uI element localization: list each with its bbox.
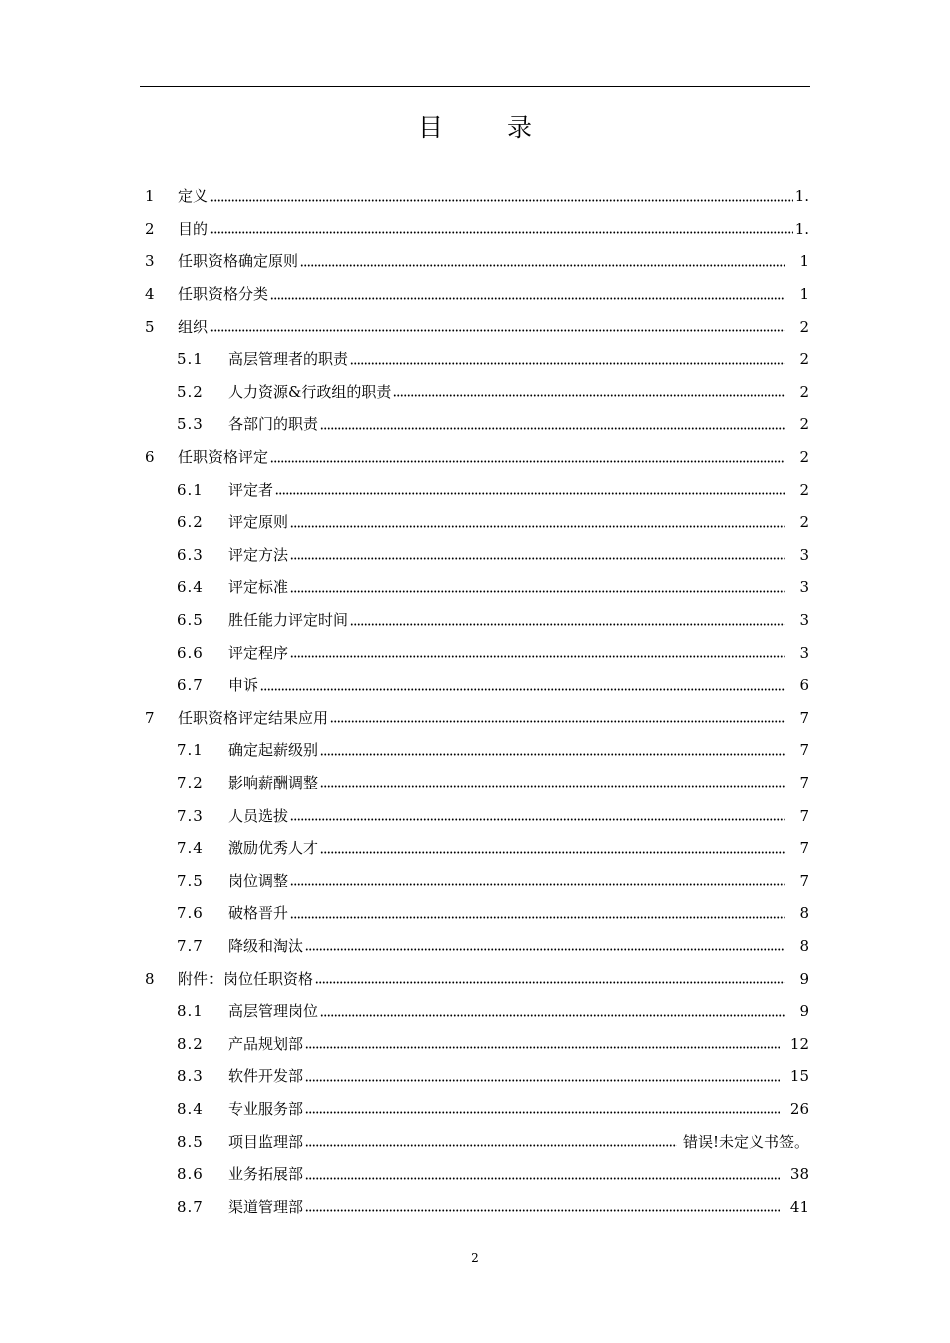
dot-leader bbox=[320, 753, 785, 756]
dot-leader bbox=[305, 1111, 780, 1114]
toc-entry-number: 8.5 bbox=[177, 1132, 204, 1151]
toc-entry-number: 8.2 bbox=[177, 1034, 204, 1053]
toc-entry-page: 7 bbox=[799, 806, 809, 825]
toc-entry[interactable] bbox=[145, 1125, 809, 1158]
toc-entry-label: 申诉 bbox=[228, 676, 259, 695]
header-rule bbox=[140, 86, 810, 87]
toc-entry-label: 影响薪酬调整 bbox=[228, 773, 319, 792]
toc-entry-number: 5.3 bbox=[177, 415, 204, 434]
toc-entry-page: 15 bbox=[789, 1067, 809, 1086]
toc-entry-number: 6.4 bbox=[177, 578, 204, 597]
toc-entry-number: 6.5 bbox=[177, 611, 204, 630]
toc-entry[interactable] bbox=[145, 604, 809, 637]
toc-entry-page: 2 bbox=[799, 415, 809, 434]
toc-entry-page: 3 bbox=[799, 545, 809, 564]
toc-entry-label: 评定标准 bbox=[228, 578, 289, 597]
toc-entry-number: 5.1 bbox=[177, 350, 204, 369]
toc-entry[interactable] bbox=[145, 636, 809, 669]
toc-entry-label: 激励优秀人才 bbox=[228, 839, 319, 858]
toc-entry-number: 8.4 bbox=[177, 1099, 204, 1118]
toc-entry-number: 7.7 bbox=[177, 936, 204, 955]
dot-leader bbox=[210, 329, 785, 332]
toc-entry[interactable] bbox=[145, 864, 809, 897]
toc-title: 目 录 bbox=[418, 113, 560, 142]
toc-entry-number: 7 bbox=[145, 708, 155, 727]
toc-entry[interactable] bbox=[145, 506, 809, 539]
dot-leader bbox=[320, 427, 785, 430]
toc-entry-number: 7.4 bbox=[177, 839, 204, 858]
toc-entry-number: 7.3 bbox=[177, 806, 204, 825]
toc-entry[interactable] bbox=[145, 962, 809, 995]
dot-leader bbox=[315, 981, 785, 984]
toc-entry[interactable] bbox=[145, 930, 809, 963]
toc-entry[interactable] bbox=[145, 343, 809, 376]
toc-entry[interactable] bbox=[145, 995, 809, 1028]
toc-entry-label: 目的 bbox=[178, 219, 209, 238]
toc-entry-page: 1 bbox=[799, 252, 809, 271]
toc-entry-page: 1 bbox=[799, 285, 809, 304]
toc-entry-number: 6.2 bbox=[177, 513, 204, 532]
toc-entry-label: 软件开发部 bbox=[228, 1067, 304, 1086]
toc-entry-label: 任职资格评定 bbox=[178, 448, 269, 467]
dot-leader bbox=[210, 231, 793, 234]
toc-entry-number: 7.1 bbox=[177, 741, 204, 760]
dot-leader bbox=[330, 720, 785, 723]
dot-leader bbox=[290, 557, 785, 560]
toc-entry-page: 26 bbox=[789, 1099, 809, 1118]
toc-entry-number: 4 bbox=[145, 285, 155, 304]
toc-entry-label: 定义 bbox=[178, 187, 209, 206]
toc-entry[interactable] bbox=[145, 832, 809, 865]
toc-entry[interactable] bbox=[145, 539, 809, 572]
dot-leader bbox=[270, 460, 785, 463]
toc-entry-number: 6.7 bbox=[177, 676, 204, 695]
dot-leader bbox=[305, 1144, 677, 1147]
toc-entry-label: 渠道管理部 bbox=[228, 1197, 304, 1216]
toc-entry-page: 2 bbox=[799, 350, 809, 369]
toc-entry-label: 评定者 bbox=[228, 480, 274, 499]
dot-leader bbox=[320, 851, 785, 854]
toc-entry-page: 8 bbox=[799, 936, 809, 955]
toc-entry-page: 2 bbox=[799, 480, 809, 499]
dot-leader bbox=[260, 688, 785, 691]
toc-entry-label: 专业服务部 bbox=[228, 1099, 304, 1118]
toc-entry[interactable] bbox=[145, 702, 809, 735]
dot-leader bbox=[350, 362, 785, 365]
toc-entry-page: 3 bbox=[799, 578, 809, 597]
toc-entry-label: 各部门的职责 bbox=[228, 415, 319, 434]
toc-entry-label: 破格晋升 bbox=[228, 904, 289, 923]
toc-entry-number: 2 bbox=[145, 219, 155, 238]
toc-entry-page: 38 bbox=[789, 1165, 809, 1184]
toc-entry-label: 项目监理部 bbox=[228, 1132, 304, 1151]
toc-entry-label: 人员选拔 bbox=[228, 806, 289, 825]
dot-leader bbox=[270, 297, 785, 300]
toc-entry-label: 人力资源&行政组的职责 bbox=[228, 382, 392, 401]
toc-entry-page: 7 bbox=[799, 871, 809, 890]
toc-entry-page: 8 bbox=[799, 904, 809, 923]
toc-entry[interactable] bbox=[145, 1190, 809, 1223]
toc-entry[interactable] bbox=[145, 571, 809, 604]
toc-entry-label: 任职资格分类 bbox=[178, 285, 269, 304]
toc-entry-number: 6 bbox=[145, 448, 155, 467]
dot-leader bbox=[350, 623, 785, 626]
toc-entry-label: 确定起薪级别 bbox=[228, 741, 319, 760]
dot-leader bbox=[290, 916, 785, 919]
toc-entry-page: 3 bbox=[799, 643, 809, 662]
toc-entry[interactable] bbox=[145, 1158, 809, 1191]
toc-entry-number: 6.6 bbox=[177, 643, 204, 662]
toc-entry[interactable] bbox=[145, 799, 809, 832]
page-number: 2 bbox=[471, 1251, 479, 1265]
toc-entry-number: 6.1 bbox=[177, 480, 204, 499]
toc-entry-page: 7 bbox=[799, 839, 809, 858]
toc-entry[interactable] bbox=[145, 310, 809, 343]
toc-entry-page: 6 bbox=[799, 676, 809, 695]
toc-entry-label: 业务拓展部 bbox=[228, 1165, 304, 1184]
toc-entry-page: 12 bbox=[789, 1034, 809, 1053]
toc-entry-label: 组织 bbox=[178, 317, 209, 336]
toc-entry-label: 任职资格评定结果应用 bbox=[178, 708, 329, 727]
toc-entry-page: 7 bbox=[799, 708, 809, 727]
toc-entry-page: 2 bbox=[799, 448, 809, 467]
toc-entry-label: 胜任能力评定时间 bbox=[228, 611, 349, 630]
dot-leader bbox=[305, 1079, 780, 1082]
toc-entry[interactable] bbox=[145, 1027, 809, 1060]
dot-leader bbox=[320, 1014, 785, 1017]
toc-entry-label: 评定方法 bbox=[228, 545, 289, 564]
toc-entry[interactable] bbox=[145, 734, 809, 767]
toc-entry-label: 高层管理岗位 bbox=[228, 1002, 319, 1021]
toc-entry-label: 产品规划部 bbox=[228, 1034, 304, 1053]
dot-leader bbox=[290, 525, 785, 528]
dot-leader bbox=[290, 883, 785, 886]
toc-entry-page: 3 bbox=[799, 611, 809, 630]
dot-leader bbox=[320, 785, 785, 788]
table-of-contents bbox=[145, 180, 809, 1223]
toc-entry-page: 错误!未定义书签。 bbox=[682, 1132, 809, 1151]
toc-entry-number: 8 bbox=[145, 969, 155, 988]
toc-entry-page: 7 bbox=[799, 741, 809, 760]
toc-entry-label: 降级和淘汰 bbox=[228, 936, 304, 955]
dot-leader bbox=[290, 655, 785, 658]
toc-entry-number: 8.1 bbox=[177, 1002, 204, 1021]
toc-entry-number: 7.5 bbox=[177, 871, 204, 890]
dot-leader bbox=[210, 199, 793, 202]
toc-entry[interactable] bbox=[145, 897, 809, 930]
dot-leader bbox=[305, 1209, 780, 1212]
toc-entry[interactable] bbox=[145, 408, 809, 441]
toc-entry-number: 8.6 bbox=[177, 1165, 204, 1184]
dot-leader bbox=[305, 1046, 780, 1049]
toc-entry-label: 附件：岗位任职资格 bbox=[178, 969, 314, 988]
toc-entry-page: 1. bbox=[794, 219, 809, 238]
dot-leader bbox=[290, 818, 785, 821]
toc-entry-number: 5.2 bbox=[177, 382, 204, 401]
dot-leader bbox=[393, 394, 785, 397]
toc-entry-label: 岗位调整 bbox=[228, 871, 289, 890]
toc-entry[interactable] bbox=[145, 1093, 809, 1126]
toc-entry-page: 2 bbox=[799, 513, 809, 532]
toc-entry-number: 7.2 bbox=[177, 773, 204, 792]
toc-entry-page: 1. bbox=[794, 187, 809, 206]
toc-entry-number: 5 bbox=[145, 317, 155, 336]
dot-leader bbox=[300, 264, 785, 267]
dot-leader bbox=[305, 948, 785, 951]
toc-entry-page: 2 bbox=[799, 317, 809, 336]
toc-entry-number: 8.7 bbox=[177, 1197, 204, 1216]
toc-entry-label: 评定程序 bbox=[228, 643, 289, 662]
toc-entry-number: 7.6 bbox=[177, 904, 204, 923]
toc-entry[interactable] bbox=[145, 473, 809, 506]
dot-leader bbox=[305, 1177, 780, 1180]
toc-entry[interactable] bbox=[145, 767, 809, 800]
toc-entry[interactable] bbox=[145, 180, 809, 213]
toc-entry-number: 1 bbox=[145, 187, 155, 206]
toc-entry-number: 8.3 bbox=[177, 1067, 204, 1086]
dot-leader bbox=[290, 590, 785, 593]
toc-entry-label: 高层管理者的职责 bbox=[228, 350, 349, 369]
toc-entry-page: 9 bbox=[799, 969, 809, 988]
toc-entry-page: 9 bbox=[799, 1002, 809, 1021]
toc-entry[interactable] bbox=[145, 669, 809, 702]
toc-entry-label: 任职资格确定原则 bbox=[178, 252, 299, 271]
toc-entry-number: 3 bbox=[145, 252, 155, 271]
toc-entry-page: 41 bbox=[789, 1197, 809, 1216]
toc-entry[interactable] bbox=[145, 278, 809, 311]
toc-entry[interactable] bbox=[145, 213, 809, 246]
toc-entry-label: 评定原则 bbox=[228, 513, 289, 532]
dot-leader bbox=[275, 492, 785, 495]
toc-entry[interactable] bbox=[145, 1060, 809, 1093]
toc-entry[interactable] bbox=[145, 376, 809, 409]
toc-entry-page: 7 bbox=[799, 773, 809, 792]
toc-entry[interactable] bbox=[145, 441, 809, 474]
toc-entry-number: 6.3 bbox=[177, 545, 204, 564]
toc-entry-page: 2 bbox=[799, 382, 809, 401]
toc-entry[interactable] bbox=[145, 245, 809, 278]
